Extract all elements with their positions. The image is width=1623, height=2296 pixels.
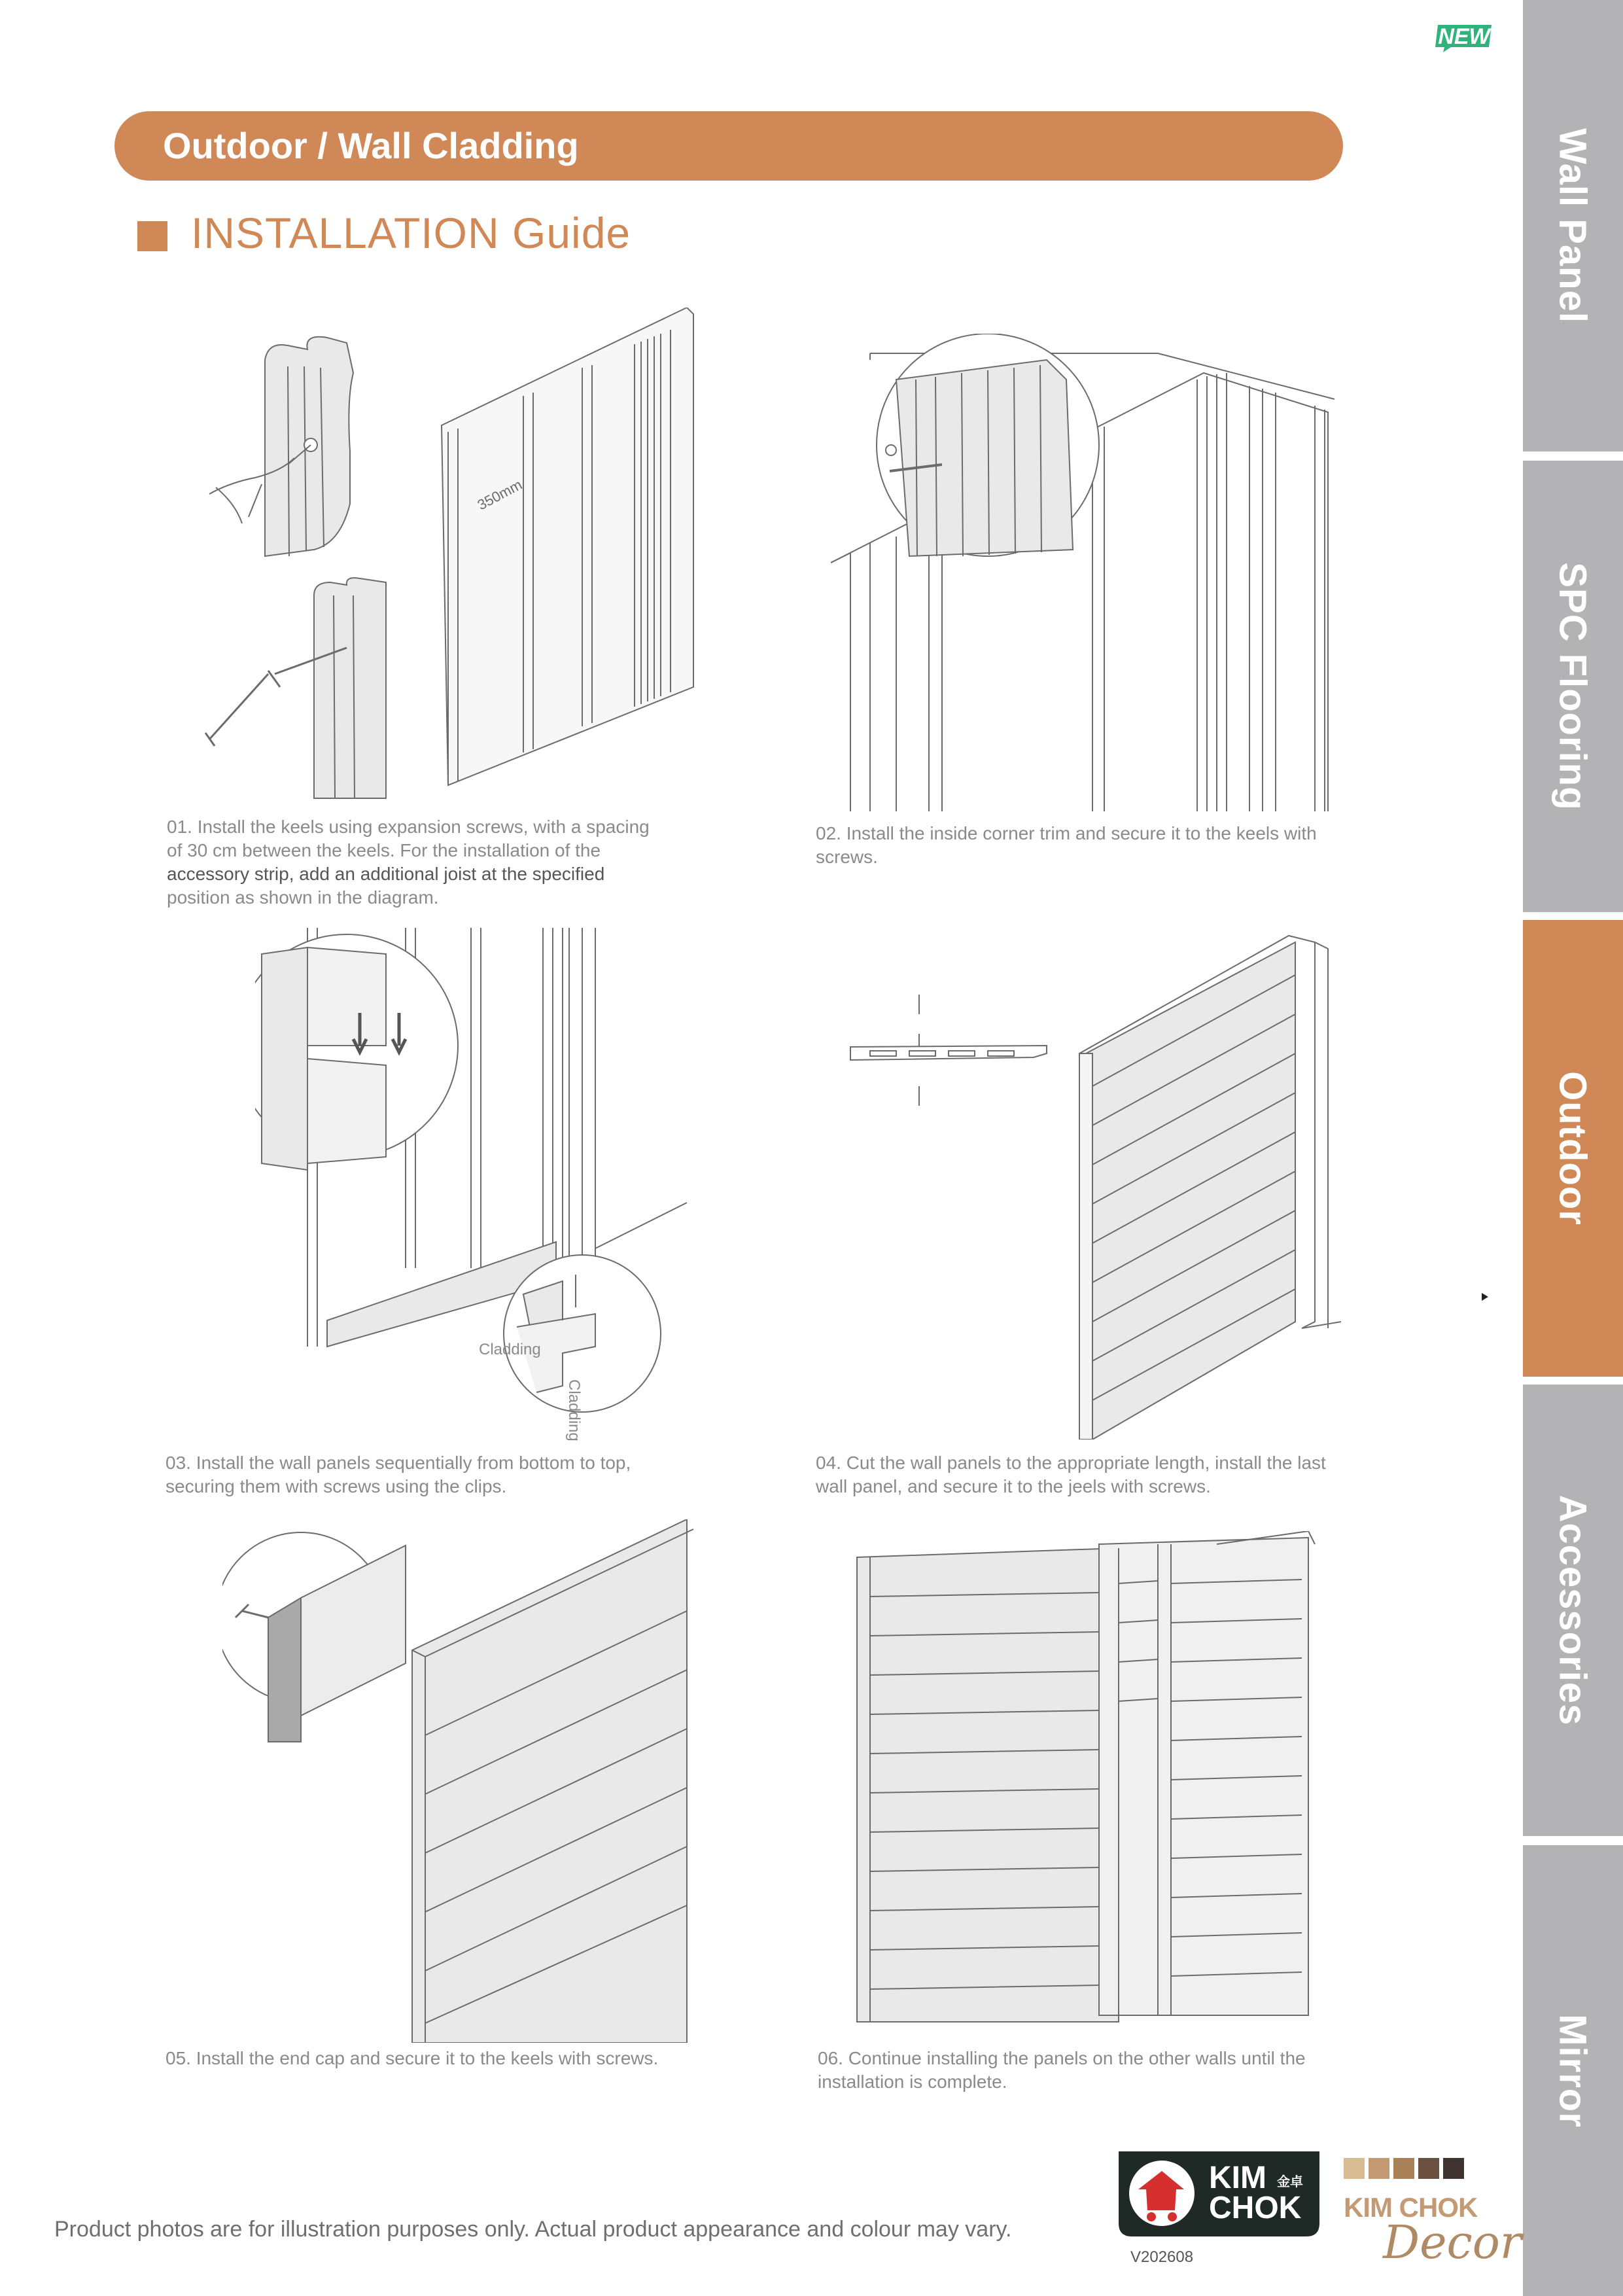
step2-text: 02. Install the inside corner trim and secure it to the keels with screws. [816,823,1317,867]
tab-label: SPC Flooring [1551,562,1594,811]
tab-label: Wall Panel [1551,128,1594,323]
decor-brand: KIM CHOK [1344,2192,1478,2223]
step3-illustration [255,928,687,1445]
footer-disclaimer: Product photos are for illustration purposes only. Actual product appearance and colour may vary. [54,2217,1012,2242]
step1-text-b: accessory strip, add an additional joist at the specified [167,864,605,884]
kimchok-logo [1119,2151,1319,2236]
category-tabs [1523,0,1623,2296]
step1-text [167,815,664,910]
header-bar [114,111,1343,181]
tab-spc-flooring[interactable] [1523,461,1623,912]
cladding-label: Cladding [479,1341,541,1358]
tab-wall-panel[interactable] [1523,0,1623,451]
section-title: INSTALLATION Guide [191,209,631,257]
step4-illustration [844,923,1341,1439]
step4-text: 04. Cut the wall panels to the appropriate length, install the last wall panel, and secure it to the jeels with screws. [816,1453,1326,1496]
step1-illustration [190,308,700,805]
new-badge-text: NEW [1438,24,1490,49]
tab-label: Accessories [1551,1494,1594,1726]
tab-label: Outdoor [1551,1071,1594,1226]
page-title: Outdoor / Wall Cladding [163,125,579,166]
cladding-label: Cladding [565,1379,583,1441]
dimension-label: 350mm [474,476,525,514]
decor-swatches [1344,2158,1475,2181]
step2-illustration [831,334,1335,811]
decor-script: Decor [1383,2216,1522,2269]
section-marker [137,221,167,251]
tab-outdoor[interactable] [1523,920,1623,1377]
tab-label: Mirror [1551,2013,1594,2128]
kimchok-decor-logo [1344,2158,1522,2282]
logo-line1: KIM [1209,2161,1266,2195]
logo-chinese: 金卓 [1277,2175,1303,2189]
page-marker-arrow [1482,1293,1488,1301]
new-badge [1434,24,1494,52]
step6-illustration [850,1531,1321,2028]
step6-text: 06. Continue installing the panels on the other walls until the installation is complete. [818,2048,1306,2092]
version-label: V202608 [1130,2248,1194,2266]
tab-accessories[interactable] [1523,1385,1623,1836]
logo-line2: CHOK [1209,2191,1302,2225]
step1-text-a: 01. Install the keels using expansion screws, with a spacing of 30 cm between the keels. For the installation of the [167,817,650,860]
step5-illustration [222,1519,693,2043]
step5-text: 05. Install the end cap and secure it to the keels with screws. [166,2048,659,2068]
step1-text-c: position as shown in the diagram. [167,887,439,908]
step3-text: 03. Install the wall panels sequentially from bottom to top, securing them with screws using the clips. [166,1453,631,1496]
tab-mirror[interactable] [1523,1845,1623,2296]
